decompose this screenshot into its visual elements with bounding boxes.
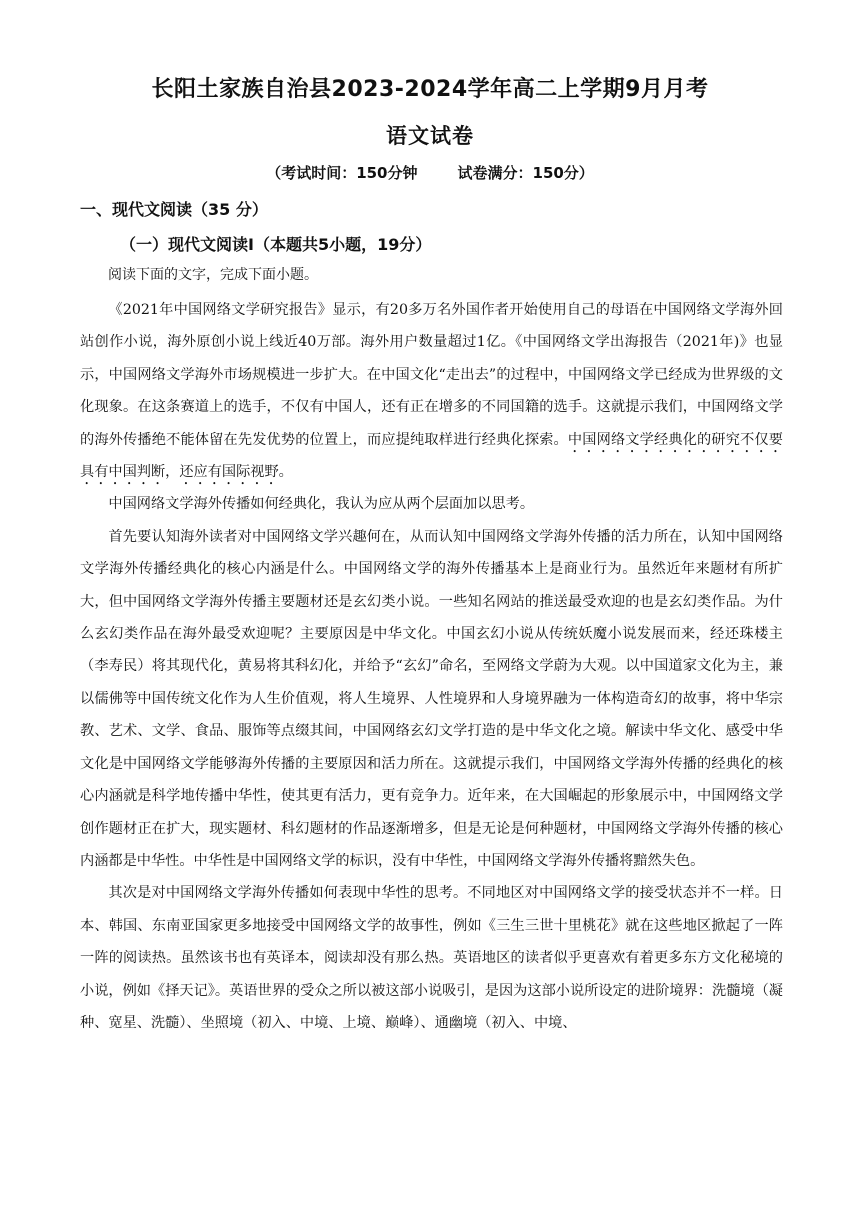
- document-title: 长阳土家族自治县2023-2024学年高二上学期9月月考: [151, 77, 709, 102]
- passage-paragraph-4: 其次是对中国网络文学海外传播如何表现中华性的思考。不同地区对中国网络文学的接受状态并不一样。日本、韩国、东南亚国家更多地接受中国网络文学的故事性，例如《三生三世十里桃花》就在这些地区掀起了一阵一阵的阅读热。虽然该书也有英译本，阅读却没有那么热。英语地区的读者似乎更喜欢有着更多东方文化秘境的小说，例如《择天记》。英语世界的受众之所以被这部小说吸引，是因为这部小说所设定的进阶境界：洗髓境（凝种、宽星、洗髓）、坐照境（初入、中境、上境、巅峰）、通幽境（初入、中境、: [80, 885, 783, 1031]
- paragraph-1-text: 《2021年中国网络文学研究报告》显示，有20多万名外国作者开始使用自己的母语在中国网络文学海外回站创作小说，海外原创小说上线近40万部。海外用户数量超过1亿。《中国网络文学出海报告（2021年)》也显示，中国网络文学海外市场规模进一步扩大。在中国文化“走出去”的过程中，中国网络文学已经成为世界级的文化现象。在这条赛道上的选手，不仅有中国人，还有正在增多的不同国籍的选手。这就提示我们，中国网络文学的海外传播绝不能体留在先发优势的位置上，而应提纯取样进行经典化探索。: [80, 302, 783, 448]
- reading-passage: [80, 294, 783, 1039]
- reading-instruction: 阅读下面的文字，完成下面小题。: [108, 267, 318, 283]
- exam-time: （考试时间：150分钟: [266, 164, 418, 182]
- passage-paragraph-3: 首先要认知海外读者对中国网络文学兴趣何在，从而认知中国网络文学海外传播的活力所在，认知中国网络文学海外传播经典化的核心内涵是什么。中国网络文学的海外传播基本上是商业行为。虽然近年来题材有所扩大，但中国网络文学海外传播主要题材还是玄幻类小说。一些知名网站的推送最受欢迎的也是玄幻类作品。为什么玄幻类作品在海外最受欢迎呢？主要原因是中华文化。中国玄幻小说从传统妖魔小说发展而来，经还珠楼主（李寿民）将其现代化，黄易将其科幻化，并给予“玄幻”命名，至网络文学蔚为大观。以中国道家文化为主，兼以儒佛等中国传统文化作为人生价值观，将人生境界、人性境界和人身境界融为一体构造奇幻的故事，将中华宗教、艺术、文学、食品、服饰等点缀其间，中国网络玄幻文学打造的是中华文化之境。解读中华文化、感受中华文化是中国网络文学能够海外传播的主要原因和活力所在。这就提示我们，中国网络文学海外传播的经典化的核心内涵就是科学地传播中华性，使其更有活力，更有竞争力。近年来，在大国崛起的形象展示中，中国网络文学创作题材正在扩大，现实题材、科幻题材的作品逐渐增多，但是无论是何种题材，中国网络文学海外传播的核心内涵都是中华性。中华性是中国网络文学的标识，没有中华性，中国网络文学海外传播将黯然失色。: [80, 528, 783, 869]
- document-subtitle: 语文试卷: [386, 124, 474, 148]
- section-heading-modern-reading: 一、现代文阅读（35 分）: [80, 200, 268, 219]
- passage-paragraph-1: [80, 294, 783, 488]
- emphasized-sentence: 中国网络文学经典化的研究不仅要具有中国判断，还应有国际视野。: [80, 431, 783, 481]
- passage-paragraph-2: 中国网络文学海外传播如何经典化，我认为应从两个层面加以思考。: [108, 496, 535, 513]
- exam-info: [0, 162, 860, 183]
- subsection-heading: （一）现代文阅读Ⅰ（本题共5小题，19分）: [120, 235, 432, 254]
- exam-score: 试卷满分：150分）: [457, 164, 594, 182]
